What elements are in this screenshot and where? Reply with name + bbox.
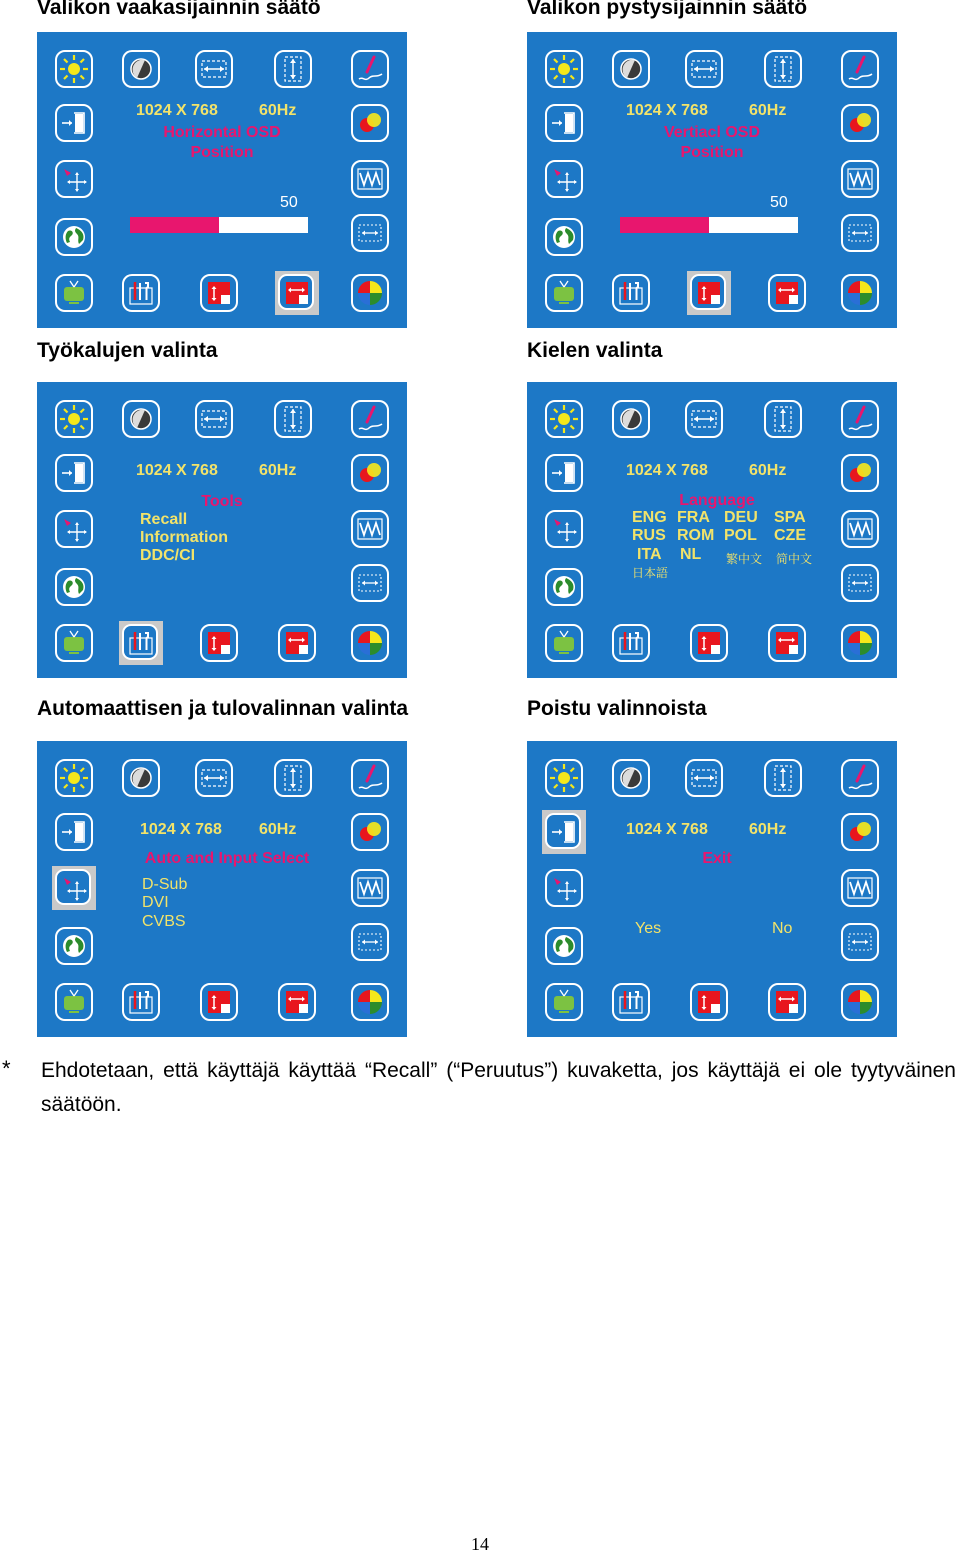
osd-refresh: 60Hz — [749, 102, 787, 119]
clock-wave-button[interactable] — [841, 160, 879, 198]
auto-adjust-button[interactable] — [52, 866, 96, 910]
brightness-button[interactable] — [55, 50, 93, 88]
horizontal-position-button[interactable] — [278, 983, 316, 1021]
input-option-cvbs[interactable]: CVBS — [142, 913, 186, 930]
vertical-size-button[interactable] — [764, 50, 802, 88]
language-rus[interactable]: RUS — [632, 527, 666, 544]
color-wheel-button[interactable] — [841, 983, 879, 1021]
phase-button[interactable] — [351, 564, 389, 602]
horizontal-size-button[interactable] — [685, 759, 723, 797]
horizontal-size-button[interactable] — [685, 50, 723, 88]
brightness-button[interactable] — [55, 400, 93, 438]
pen-button[interactable] — [351, 759, 389, 797]
language-pol[interactable]: POL — [724, 527, 757, 544]
vertical-position-button[interactable] — [690, 624, 728, 662]
language-rom[interactable]: ROM — [677, 527, 715, 544]
exit-yes-button[interactable]: Yes — [635, 920, 662, 937]
pen-button[interactable] — [841, 400, 879, 438]
clock-wave-button[interactable] — [351, 160, 389, 198]
osd-progress-fill — [130, 217, 219, 233]
tv-button[interactable] — [55, 624, 93, 662]
color-button[interactable] — [351, 813, 389, 851]
tools-option-ddcci[interactable]: DDC/CI — [140, 547, 196, 564]
osd-refresh: 60Hz — [259, 462, 297, 479]
color-wheel-button[interactable] — [351, 624, 389, 662]
exit-door-button[interactable] — [545, 104, 583, 142]
contrast-button[interactable] — [612, 50, 650, 88]
pen-button[interactable] — [841, 759, 879, 797]
exit-door-button[interactable] — [545, 454, 583, 492]
caption-exit: Poistu valinnoista — [527, 697, 707, 720]
phase-button[interactable] — [841, 214, 879, 252]
osd-refresh: 60Hz — [749, 821, 787, 838]
language-globe-button[interactable] — [55, 927, 93, 965]
vertical-position-button[interactable] — [200, 983, 238, 1021]
osd-title-line-2: Position — [680, 144, 744, 161]
auto-adjust-button[interactable] — [55, 160, 93, 198]
contrast-button[interactable] — [612, 759, 650, 797]
tools-button[interactable] — [119, 621, 163, 665]
osd-panel-language — [527, 382, 897, 678]
tools-button[interactable] — [122, 274, 160, 312]
language-deu[interactable]: DEU — [724, 509, 758, 526]
contrast-button[interactable] — [122, 400, 160, 438]
language-cze[interactable]: CZE — [774, 527, 806, 544]
vertical-position-button[interactable] — [200, 624, 238, 662]
language-spa[interactable]: SPA — [774, 509, 806, 526]
color-button[interactable] — [841, 813, 879, 851]
clock-wave-button[interactable] — [841, 869, 879, 907]
pen-button[interactable] — [351, 50, 389, 88]
contrast-button[interactable] — [122, 759, 160, 797]
osd-panel-vertical-position — [527, 32, 897, 328]
color-wheel-button[interactable] — [841, 274, 879, 312]
horizontal-position-button[interactable] — [278, 624, 316, 662]
osd-panel-tools — [37, 382, 407, 678]
language-nl[interactable]: NL — [680, 546, 702, 563]
osd-resolution: 1024 X 768 — [140, 821, 222, 838]
input-option-dvi[interactable]: DVI — [142, 894, 169, 911]
tools-option-recall[interactable]: Recall — [140, 511, 188, 528]
osd-resolution: 1024 X 768 — [136, 102, 218, 119]
language-globe-button[interactable] — [55, 568, 93, 606]
vertical-size-button[interactable] — [764, 400, 802, 438]
exit-door-button[interactable] — [55, 813, 93, 851]
horizontal-size-button[interactable] — [195, 759, 233, 797]
osd-progress-bar[interactable] — [130, 217, 308, 233]
vertical-size-button[interactable] — [274, 759, 312, 797]
auto-adjust-button[interactable] — [55, 510, 93, 548]
tools-button[interactable] — [122, 983, 160, 1021]
language-eng[interactable]: ENG — [632, 509, 667, 526]
osd-value: 50 — [280, 194, 298, 211]
horizontal-position-button[interactable] — [768, 274, 806, 312]
phase-button[interactable] — [351, 923, 389, 961]
brightness-button[interactable] — [55, 759, 93, 797]
clock-wave-button[interactable] — [841, 510, 879, 548]
caption-horizontal-position: Valikon vaakasijainnin säätö — [37, 0, 321, 19]
language-globe-button[interactable] — [55, 218, 93, 256]
color-button[interactable] — [351, 454, 389, 492]
osd-title: Tools — [201, 493, 243, 510]
tv-button[interactable] — [545, 983, 583, 1021]
horizontal-size-button[interactable] — [195, 400, 233, 438]
brightness-button[interactable] — [545, 400, 583, 438]
tools-button[interactable] — [612, 983, 650, 1021]
language-ita[interactable]: ITA — [637, 546, 662, 563]
osd-title: Auto and Input Select — [144, 850, 310, 867]
color-button[interactable] — [841, 104, 879, 142]
vertical-size-button[interactable] — [764, 759, 802, 797]
osd-resolution: 1024 X 768 — [626, 102, 708, 119]
vertical-size-button[interactable] — [274, 400, 312, 438]
pen-button[interactable] — [841, 50, 879, 88]
osd-resolution: 1024 X 768 — [136, 462, 218, 479]
osd-progress-fill — [620, 217, 709, 233]
auto-adjust-button[interactable] — [545, 869, 583, 907]
tv-button[interactable] — [55, 983, 93, 1021]
osd-panel-exit — [527, 741, 897, 1037]
tv-button[interactable] — [545, 624, 583, 662]
osd-title-line-1: Horizontal OSD — [163, 124, 281, 141]
exit-no-button[interactable]: No — [772, 920, 793, 937]
color-wheel-button[interactable] — [351, 983, 389, 1021]
horizontal-size-button[interactable] — [685, 400, 723, 438]
osd-resolution: 1024 X 768 — [626, 462, 708, 479]
language-japanese[interactable]: 日本語 — [632, 566, 669, 580]
language-fra[interactable]: FRA — [677, 509, 710, 526]
exit-door-button[interactable] — [55, 104, 93, 142]
caption-auto-input: Automaattisen ja tulovalinnan valinta — [37, 697, 409, 720]
color-button[interactable] — [841, 454, 879, 492]
osd-title-line-2: Position — [190, 144, 254, 161]
horizontal-position-button[interactable] — [275, 271, 319, 315]
brightness-button[interactable] — [545, 50, 583, 88]
caption-language: Kielen valinta — [527, 339, 663, 362]
phase-button[interactable] — [841, 923, 879, 961]
pen-button[interactable] — [351, 400, 389, 438]
input-option-dsub[interactable]: D-Sub — [142, 876, 188, 893]
osd-panel-auto-input — [37, 741, 407, 1037]
horizontal-position-button[interactable] — [768, 983, 806, 1021]
brightness-button[interactable] — [545, 759, 583, 797]
caption-tools: Työkalujen valinta — [37, 339, 218, 362]
note-text: Ehdotetaan, että käyttäjä käyttää “Recall” (“Peruutus”) kuvaketta, jos käyttäjä ei ole tyytyväinen säätöön. — [41, 1059, 956, 1116]
vertical-position-button[interactable] — [200, 274, 238, 312]
color-wheel-button[interactable] — [351, 274, 389, 312]
contrast-button[interactable] — [122, 50, 160, 88]
osd-refresh: 60Hz — [259, 102, 297, 119]
osd-panel-horizontal-position — [37, 32, 407, 328]
tools-button[interactable] — [612, 624, 650, 662]
osd-title-line-1: Vertiacl OSD — [663, 124, 761, 141]
note-marker: * — [2, 1056, 11, 1081]
language-globe-button[interactable] — [545, 927, 583, 965]
exit-door-button[interactable] — [542, 810, 586, 854]
auto-adjust-button[interactable] — [545, 160, 583, 198]
osd-title: Language — [679, 492, 755, 509]
vertical-position-button[interactable] — [687, 271, 731, 315]
vertical-size-button[interactable] — [274, 50, 312, 88]
language-simplified-chinese[interactable]: 简中文 — [776, 552, 813, 566]
osd-progress-bar[interactable] — [620, 217, 798, 233]
horizontal-size-button[interactable] — [195, 50, 233, 88]
horizontal-position-button[interactable] — [768, 624, 806, 662]
clock-wave-button[interactable] — [351, 869, 389, 907]
page-number: 14 — [471, 1534, 489, 1554]
color-wheel-button[interactable] — [841, 624, 879, 662]
color-button[interactable] — [351, 104, 389, 142]
osd-refresh: 60Hz — [259, 821, 297, 838]
caption-vertical-position: Valikon pystysijainnin säätö — [527, 0, 808, 19]
osd-refresh: 60Hz — [749, 462, 787, 479]
language-globe-button[interactable] — [545, 568, 583, 606]
auto-adjust-button[interactable] — [545, 510, 583, 548]
clock-wave-button[interactable] — [351, 510, 389, 548]
language-globe-button[interactable] — [545, 218, 583, 256]
osd-title: Exit — [702, 850, 732, 867]
tools-button[interactable] — [612, 274, 650, 312]
contrast-button[interactable] — [612, 400, 650, 438]
language-traditional-chinese[interactable]: 繁中文 — [726, 552, 763, 566]
osd-resolution: 1024 X 768 — [626, 821, 708, 838]
osd-value: 50 — [770, 194, 788, 211]
tools-option-information[interactable]: Information — [140, 529, 228, 546]
tv-button[interactable] — [55, 274, 93, 312]
exit-door-button[interactable] — [55, 454, 93, 492]
tv-button[interactable] — [545, 274, 583, 312]
phase-button[interactable] — [351, 214, 389, 252]
phase-button[interactable] — [841, 564, 879, 602]
vertical-position-button[interactable] — [690, 983, 728, 1021]
